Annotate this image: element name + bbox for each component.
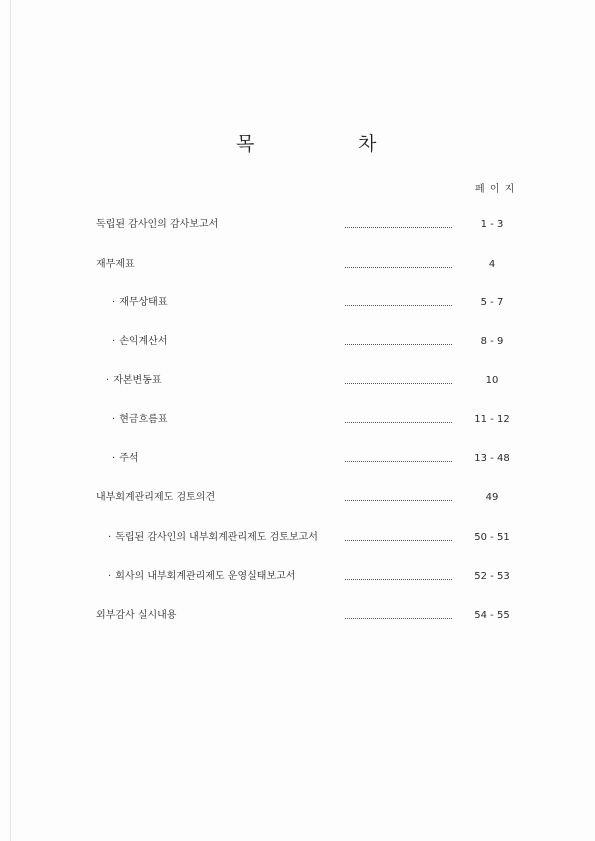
toc-page-number: 52 - 53 — [474, 571, 510, 582]
toc-entry-text: 독립된 감사인의 감사보고서 — [96, 219, 219, 230]
toc-row — [0, 569, 595, 585]
toc-dot-leader — [345, 227, 452, 228]
toc-dot-leader — [345, 618, 452, 619]
toc-dot-leader — [345, 305, 452, 306]
toc-entry-text: 재무제표 — [96, 259, 135, 270]
toc-entry-text: 주석 — [119, 453, 139, 464]
toc-entry-text: 손익계산서 — [119, 336, 168, 347]
toc-bullet: · — [112, 297, 116, 308]
toc-entry-label — [92, 257, 135, 273]
toc-row — [0, 451, 595, 467]
toc-dot-leader — [345, 422, 452, 423]
toc-row — [0, 490, 595, 506]
toc-row — [0, 257, 595, 273]
toc-bullet: · — [112, 414, 116, 425]
toc-row — [0, 530, 595, 546]
toc-entry-text: 재무상태표 — [119, 297, 168, 308]
toc-bullet: · — [112, 453, 116, 464]
title-char-left: 목 — [236, 133, 255, 155]
title-char-right: 차 — [358, 133, 377, 155]
toc-entry-label — [92, 217, 218, 233]
toc-page-number: 13 - 48 — [474, 453, 510, 464]
toc-row — [0, 217, 595, 233]
toc-bullet: · — [106, 375, 110, 386]
toc-page-number: 49 — [485, 492, 499, 503]
toc-entry-text: 회사의 내부회계관리제도 운영실태보고서 — [115, 571, 296, 582]
toc-entry-label — [92, 608, 176, 624]
toc-dot-leader — [345, 461, 452, 462]
toc-row — [0, 334, 595, 350]
toc-row — [0, 608, 595, 624]
toc-page-number: 8 - 9 — [480, 336, 504, 347]
toc-row — [0, 373, 595, 389]
toc-bullet: · — [108, 571, 112, 582]
toc-entry-label — [108, 569, 295, 585]
toc-entry-label — [112, 295, 168, 311]
toc-entry-text: 현금흐름표 — [119, 414, 168, 425]
toc-entry-text: 내부회계관리제도 검토의견 — [96, 492, 216, 503]
toc-page-number: 5 - 7 — [480, 297, 504, 308]
toc-dot-leader — [345, 267, 452, 268]
toc-dot-leader — [345, 500, 452, 501]
toc-page-number: 11 - 12 — [474, 414, 510, 425]
toc-entry-label — [108, 530, 318, 546]
toc-row — [0, 412, 595, 428]
toc-page-number: 4 — [488, 259, 496, 270]
toc-entry-text: 외부감사 실시내용 — [96, 610, 177, 621]
toc-page-number: 1 - 3 — [480, 219, 504, 230]
toc-row — [0, 295, 595, 311]
toc-entry-text: 독립된 감사인의 내부회계관리제도 검토보고서 — [115, 532, 318, 543]
toc-entry-label — [92, 490, 215, 506]
toc-page-number: 54 - 55 — [474, 610, 510, 621]
toc-entry-label — [112, 412, 168, 428]
toc-entry-label — [112, 451, 139, 467]
toc-page-number: 50 - 51 — [474, 532, 510, 543]
page-column-header: 페 이 지 — [475, 184, 516, 195]
toc-entry-text: 자본변동표 — [113, 375, 162, 386]
toc-entry-label — [106, 373, 162, 389]
toc-dot-leader — [345, 344, 452, 345]
toc-entry-label — [112, 334, 168, 350]
toc-dot-leader — [345, 579, 452, 580]
toc-dot-leader — [345, 383, 452, 384]
toc-bullet: · — [108, 532, 112, 543]
toc-page-number: 10 — [485, 375, 499, 386]
toc-bullet: · — [112, 336, 116, 347]
toc-dot-leader — [345, 540, 452, 541]
